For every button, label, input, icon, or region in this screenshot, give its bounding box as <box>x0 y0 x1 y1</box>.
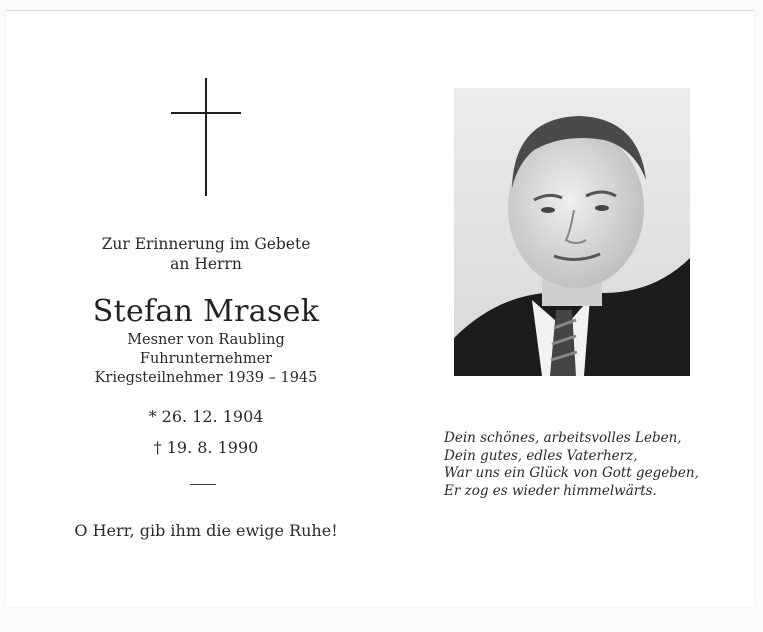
card-left-panel <box>6 12 384 606</box>
intro-text <box>6 234 406 274</box>
death-date: † 19. 8. 1990 <box>153 438 259 457</box>
portrait-photo <box>454 88 690 376</box>
role-item: Kriegsteilnehmer 1939 – 1945 <box>94 370 318 386</box>
intro-line-2: an Herrn <box>170 255 242 273</box>
poem-line: Er zog es wieder himmelwärts. <box>444 482 657 499</box>
divider <box>190 484 216 485</box>
prayer-text: O Herr, gib ihm die ewige Ruhe! <box>74 521 338 540</box>
deceased-name: Stefan Mrasek <box>92 294 320 329</box>
roles-list <box>6 331 406 388</box>
poem-line: Dein schönes, arbeitsvolles Leben, <box>444 430 682 446</box>
birth-date: * 26. 12. 1904 <box>148 407 264 426</box>
role-item: Fuhrunternehmer <box>139 351 273 367</box>
intro-line-1: Zur Erinnerung im Gebete <box>101 235 311 253</box>
memorial-poem <box>444 430 744 500</box>
role-item: Mesner von Raubling <box>127 332 285 348</box>
poem-line: Dein gutes, edles Vaterherz, <box>444 447 638 464</box>
cross-icon <box>171 78 241 196</box>
poem-line: War uns ein Glück von Gott gegeben, <box>444 465 699 481</box>
